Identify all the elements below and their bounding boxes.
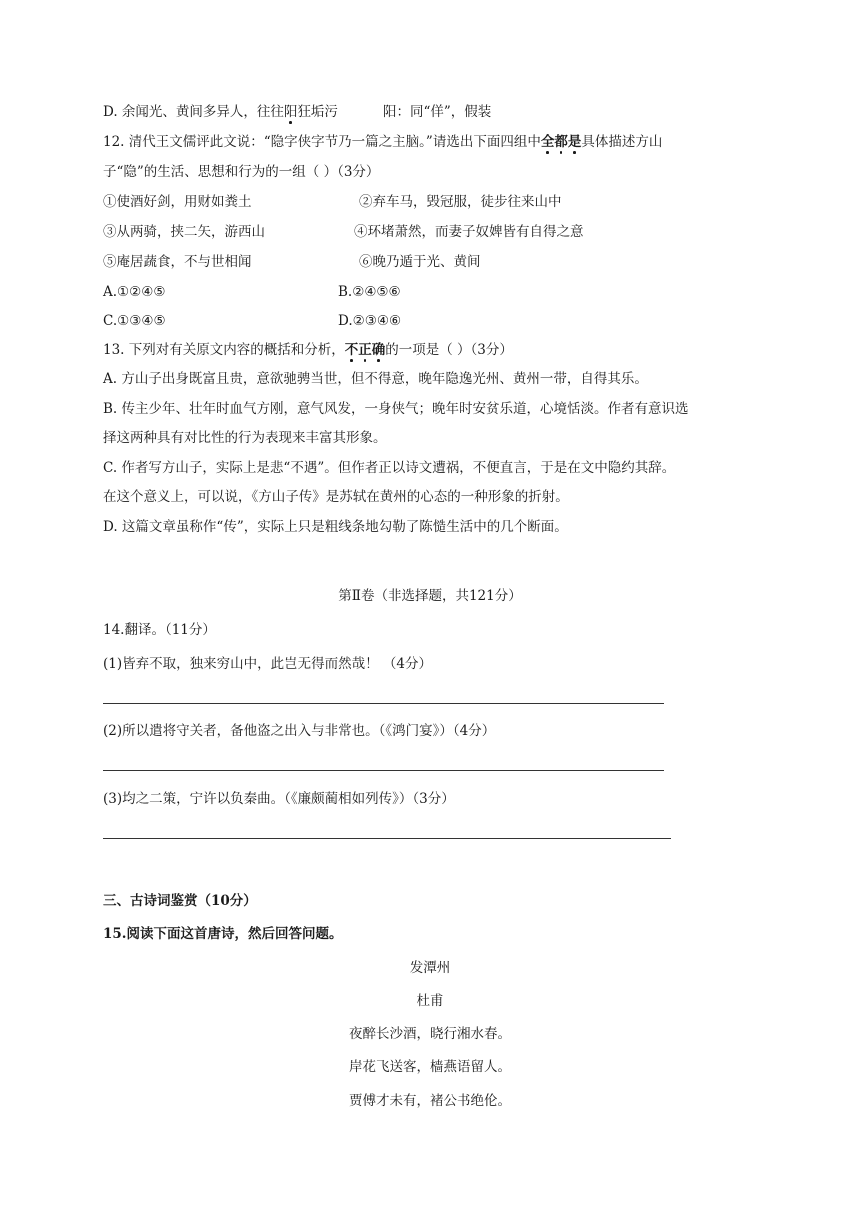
q12-item-2: ②弃车马，毁冠服，徒步往来山中 (359, 194, 562, 210)
q11-option-d: D. 余闻光、黄间多异人，往往阳狂垢污 (103, 104, 338, 120)
poem-title: 发潭州 (409, 960, 451, 976)
q12-item-5: ⑤庵居蔬食，不与世相闻 (103, 254, 252, 270)
emphasis-dot-char: 确 (371, 342, 386, 358)
q12-item-6: ⑥晚乃遁于光、黄间 (359, 254, 481, 270)
part2-title: 第Ⅱ卷（非选择题，共121分） (338, 588, 522, 604)
answer-line (103, 770, 664, 771)
q14-item-1: (1)皆弃不取，独来穷山中，此岂无得而然哉！ （4分） (103, 656, 433, 672)
q13-option-b-line1: B. 传主少年、壮年时血气方刚，意气风发，一身侠气；晚年时安贫乐道，心境恬淡。作者有意识选 (103, 401, 689, 417)
q14-stem: 14.翻译。（11分） (103, 622, 216, 638)
q12-option-d: D.②③④⑥ (338, 313, 402, 329)
q15-stem: 15.阅读下面这首唐诗，然后回答问题。 (103, 926, 343, 942)
q12-option-b: B.②④⑤⑥ (338, 284, 401, 300)
emphasis-dot-char: 是 (567, 134, 582, 150)
q12-item-1: ①使酒好剑，用财如粪土 (103, 194, 252, 210)
q13-option-c-line1: C. 作者写方山子，实际上是悲“不遇”。但作者正以诗文遭祸，不便直言，于是在文中隐约其辞。 (103, 460, 676, 476)
q12-item-4: ④环堵萧然，而妻子奴婢皆有自得之意 (354, 224, 584, 240)
q13-option-d: D. 这篇文章虽称作“传”，实际上只是粗线条地勾勒了陈慥生活中的几个断面。 (103, 519, 568, 535)
emphasis-dot-char: 正 (358, 342, 372, 358)
emphasis-dot-char: 阳 (283, 104, 298, 120)
emphasis-dot-char: 全 (540, 134, 555, 150)
q12-stem: 12. 清代王文儒评此文说：“隐字侠字节乃一篇之主脑。”请选出下面四组中全都是具体描述方山 (103, 134, 663, 150)
q13-stem: 13. 下列对有关原文内容的概括和分析，不正确的一项是（ ）（3分） (103, 342, 513, 358)
q11-option-d-note: 阳：同“佯”，假装 (383, 104, 492, 120)
q12-stem-line2: 子“隐”的生活、思想和行为的一组（ ）（3分） (103, 164, 380, 180)
emphasis-dot-char: 都 (554, 134, 568, 150)
q14-item-3: (3)均之二策，宁许以负秦曲。（《廉颇蔺相如列传》）（3分） (103, 791, 455, 807)
q12-option-c: C.①③④⑤ (103, 313, 166, 329)
q13-option-c-line2: 在这个意义上，可以说，《方山子传》是苏轼在黄州的心态的一种形象的折射。 (103, 489, 569, 505)
answer-line (103, 703, 664, 704)
poem-line: 贾傅才未有，褚公书绝伦。 (349, 1093, 511, 1109)
q14-item-2: (2)所以遣将守关者，备他盗之出入与非常也。（《鸿门宴》）（4分） (103, 723, 496, 739)
poem-line: 夜醉长沙酒，晓行湘水春。 (349, 1026, 511, 1042)
poem-line: 岸花飞送客，樯燕语留人。 (349, 1059, 511, 1075)
section3-title: 三、古诗词鉴赏（10分） (103, 893, 257, 909)
poem-author: 杜甫 (416, 993, 444, 1009)
answer-line (103, 838, 671, 839)
q13-option-a: A. 方山子出身既富且贵，意欲驰骋当世，但不得意，晚年隐逸光州、黄州一带，自得其乐。 (103, 371, 648, 387)
q13-option-b-line2: 择这两种具有对比性的行为表现来丰富其形象。 (103, 430, 387, 446)
q12-option-a: A.①②④⑤ (103, 284, 166, 300)
emphasis-dot-char: 不 (344, 342, 359, 358)
q12-item-3: ③从两骑，挟二矢，游西山 (103, 224, 265, 240)
